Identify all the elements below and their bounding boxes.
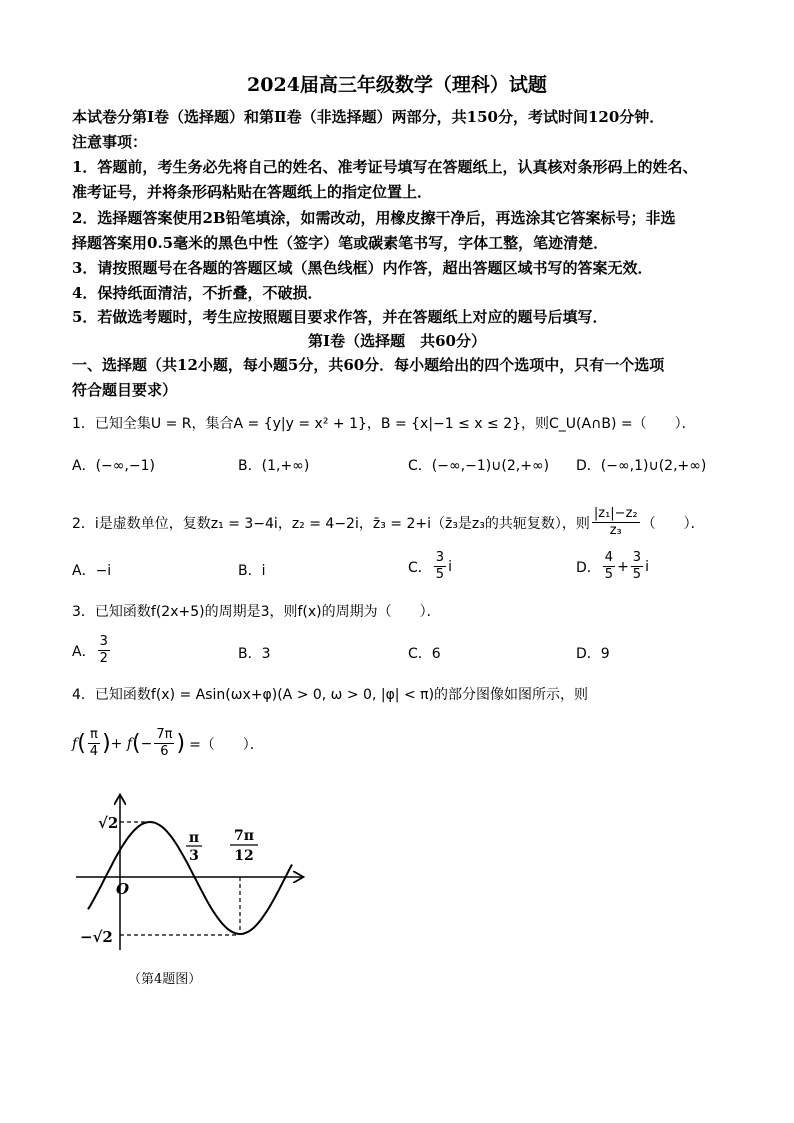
notice-line: 5．若做选考题时，考生应按照题目要求作答，并在答题纸上对应的题号后填写． — [72, 308, 608, 326]
page-title: 2024届高三年级数学（理科）试题 — [247, 74, 547, 96]
question-4-expression — [72, 727, 264, 760]
q2-option-d — [576, 550, 649, 583]
fraction-denominator: 4 — [89, 744, 99, 759]
q1-option-a: A．(−∞,−1) — [72, 458, 155, 474]
question-3-stem: 3．已知函数f(2x+5)的周期是3，则f(x)的周期为（ ）． — [72, 604, 441, 620]
q2-stem-tail: （ ）． — [641, 515, 705, 532]
q2-fraction-numerator: |z₁|−z₂ — [593, 506, 638, 521]
label-sqrt2: √2 — [98, 814, 119, 832]
figure-caption: （第4题图） — [128, 972, 202, 987]
label-neg-sqrt2: −√2 — [80, 928, 113, 946]
q3-option-a-label: A． — [72, 643, 96, 660]
q3-option-b: B．3 — [238, 646, 271, 662]
fraction-denominator: 6 — [160, 744, 169, 759]
question-2-stem — [72, 506, 705, 539]
answer-blank: =（ ）． — [189, 736, 264, 753]
question-1-stem: 1．已知全集U = R，集合A = {y|y = x² + 1}，B = {x|−1 ≤ x ≤ 2}，则C_U(A∩B) =（ ）． — [72, 416, 696, 432]
q4-fraction-1 — [88, 727, 100, 760]
function-symbol: f — [72, 735, 78, 752]
notice-line: 3．请按照题号在各题的答题区域（黑色线框）内作答，超出答题区域书写的答案无效． — [72, 259, 653, 277]
left-paren: ( — [77, 731, 86, 756]
label-origin: O — [116, 880, 130, 898]
q2-option-d-fraction-1 — [603, 550, 615, 583]
q2-option-a: A．−i — [72, 563, 112, 579]
fraction-denominator: 5 — [604, 567, 614, 582]
notice-heading: 注意事项： — [72, 133, 148, 151]
function-symbol: + f — [110, 735, 133, 752]
imaginary-unit: i — [645, 558, 649, 575]
q4-sine-graph — [72, 790, 312, 960]
q3-option-c: C．6 — [408, 646, 441, 662]
left-paren: ( — [132, 731, 141, 756]
right-paren: ) — [176, 731, 186, 756]
section1-instructions-cont: 符合题目要求） — [72, 381, 178, 399]
q4-fraction-2 — [154, 727, 174, 760]
notice-line: 择题答案用0.5毫米的黑色中性（签字）笔或碳素笔书写，字体工整，笔迹清楚． — [72, 234, 609, 252]
notice-line: 准考证号，并将条形码粘贴在答题纸上的指定位置上． — [72, 183, 433, 201]
q1-option-d: D．(−∞,1)∪(2,+∞) — [576, 458, 707, 474]
plus-sign: + — [617, 558, 629, 575]
question-4-stem: 4．已知函数f(x) = Asin(ωx+φ)(A > 0, ω > 0, |φ| < π)的部分图像如图所示，则 — [72, 687, 589, 703]
fraction-numerator: 3 — [632, 550, 642, 565]
fraction-numerator: π — [90, 727, 98, 742]
fraction-numerator: 3 — [435, 550, 445, 565]
fraction-numerator: 7π — [156, 727, 173, 742]
q2-fraction-denominator: z₃ — [609, 523, 622, 538]
q2-option-c-label: C． — [408, 559, 432, 576]
q2-option-b: B．i — [238, 563, 266, 579]
notice-line: 4．保持纸面清洁，不折叠，不破损． — [72, 284, 323, 302]
minus-sign: − — [140, 735, 153, 752]
fraction-denominator: 2 — [99, 651, 108, 666]
section1-instructions: 一、选择题（共12小题，每小题5分，共60分．每小题给出的四个选项中，只有一个选项 — [72, 356, 665, 374]
label-pi3-den: 3 — [189, 848, 199, 864]
fraction-numerator: 3 — [99, 634, 108, 649]
notice-line: 2．选择题答案使用2B铅笔填涂，如需改动，用橡皮擦干净后，再选涂其它答案标号；非选 — [72, 209, 676, 227]
imaginary-unit: i — [448, 558, 452, 575]
label-7pi12-num: 7π — [234, 828, 254, 844]
label-pi3-num: π — [188, 830, 200, 846]
q3-option-a — [72, 634, 112, 667]
q1-option-c: C．(−∞,−1)∪(2,+∞) — [408, 458, 550, 474]
q2-option-d-fraction-2 — [631, 550, 643, 583]
q2-option-c — [408, 550, 452, 583]
fraction-denominator: 5 — [435, 567, 445, 582]
label-7pi12-den: 12 — [234, 848, 254, 864]
q3-option-a-fraction — [98, 634, 110, 667]
intro-text: 本试卷分第Ⅰ卷（选择题）和第Ⅱ卷（非选择题）两部分，共150分，考试时间120分钟． — [72, 108, 665, 126]
right-paren: ) — [102, 731, 111, 756]
part1-heading: 第Ⅰ卷（选择题 共60分） — [308, 332, 486, 350]
q2-option-d-label: D． — [576, 559, 601, 576]
q2-fraction — [592, 506, 640, 539]
fraction-denominator: 5 — [632, 567, 642, 582]
q1-option-b: B．(1,+∞) — [238, 458, 310, 474]
notice-line: 1．答题前，考生务必先将自己的姓名、准考证号填写在答题纸上，认真核对条形码上的姓名、 — [72, 158, 698, 176]
q2-option-c-fraction — [434, 550, 446, 583]
fraction-numerator: 4 — [604, 550, 614, 565]
q2-stem-text: 2．i是虚数单位，复数z₁ = 3−4i，z₂ = 4−2i，z̄₃ = 2+i（z̄₃是z₃的共轭复数），则 — [72, 515, 590, 532]
q3-option-d: D．9 — [576, 646, 610, 662]
